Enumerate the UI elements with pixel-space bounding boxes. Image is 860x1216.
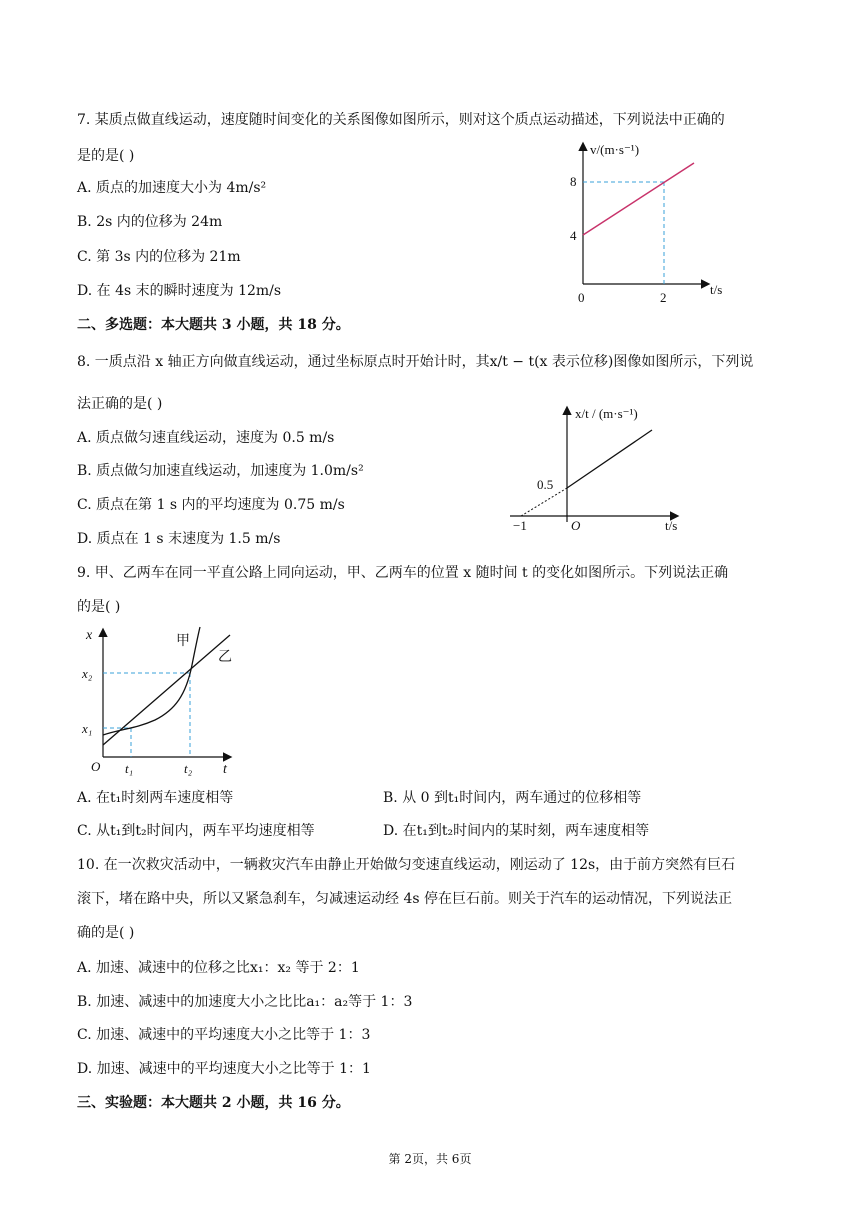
page-footer: 第 2页，共 6页 [388,1152,472,1166]
q7-tick-2: 2 [660,290,667,305]
q9-stem-line2: 的是( ) [77,599,121,615]
q7-stem-line2: 是的是( ) [77,148,135,164]
q8-y-axis-label: x/t / (m·s⁻¹) [575,406,638,421]
q10-stem-line2: 滚下，堵在路中央，所以又紧急刹车，匀减速运动经 4s 停在巨石前。则关于汽车的运动情况，下列说法正 [77,891,732,907]
section-3-heading: 三、实验题：本大题共 2 小题，共 16 分。 [77,1095,350,1111]
q7-option-a: A. 质点的加速度大小为 4m/s² [77,180,267,196]
q9-option-a: A. 在t₁时刻两车速度相等 [77,790,234,806]
q7-option-d: D. 在 4s 末的瞬时速度为 12m/s [77,283,282,299]
q8-tick-0-5: 0.5 [537,477,554,492]
section-2-heading: 二、多选题：本大题共 3 小题，共 18 分。 [77,317,350,333]
q9-position-time-graph [80,625,250,775]
q9-option-c: C. 从t₁到t₂时间内，两车平均速度相等 [77,823,315,839]
q9-line-yi [103,635,230,745]
q8-stem-line1: 8. 一质点沿 x 轴正方向做直线运动，通过坐标原点时开始计时，其x/t − t(x 表示位移)图像如图所示，下列说 [77,354,754,370]
q8-option-a: A. 质点做匀速直线运动，速度为 0.5 m/s [77,430,335,446]
q7-velocity-line [583,163,694,235]
q8-x-over-t-graph [505,400,705,540]
q9-y-axis-label: x [86,628,93,643]
q10-stem-line3: 确的是( ) [77,925,135,941]
q8-dotted-extension [521,488,567,516]
q10-option-a: A. 加速、减速中的位移之比x₁：x₂ 等于 2：1 [77,960,360,976]
q8-origin: O [571,518,581,533]
q7-stem-line1: 7. 某质点做直线运动，速度随时间变化的关系图像如图所示，则对这个质点运动描述，下列说法中正确的 [77,112,725,128]
q9-stem-line1: 9. 甲、乙两车在同一平直公路上同向运动，甲、乙两车的位置 x 随时间 t 的变化如图所示。下列说法正确 [77,565,729,581]
q9-tick-x2: x₂ [82,666,93,681]
q7-velocity-time-graph [560,136,730,306]
q8-stem-line2: 法正确的是( ) [77,396,163,412]
q8-option-c: C. 质点在第 1 s 内的平均速度为 0.75 m/s [77,497,345,513]
q7-x-axis-label: t/s [710,282,723,297]
q9-label-jia: 甲 [176,634,190,649]
q8-x-axis-label: t/s [665,518,678,533]
q9-x-axis-label: t [223,762,227,777]
q7-y-axis-label: v/(m·s⁻¹) [590,142,640,157]
q10-option-d: D. 加速、减速中的平均速度大小之比等于 1：1 [77,1061,371,1077]
q8-option-d: D. 质点在 1 s 末速度为 1.5 m/s [77,531,281,547]
q9-label-yi: 乙 [218,650,232,665]
q10-option-c: C. 加速、减速中的平均速度大小之比等于 1：3 [77,1027,371,1043]
q7-tick-4: 4 [570,228,577,243]
q7-option-b: B. 2s 内的位移为 24m [77,214,223,230]
q9-origin: O [91,759,101,774]
q7-option-c: C. 第 3s 内的位移为 21m [77,249,241,265]
q9-tick-t2: t₂ [184,761,193,776]
q8-line [567,430,652,488]
q10-option-b: B. 加速、减速中的加速度大小之比比a₁：a₂等于 1：3 [77,994,413,1010]
q7-origin: 0 [578,290,585,305]
q8-tick-neg1: −1 [513,518,527,533]
q9-tick-t1: t₁ [125,761,134,776]
q9-option-b: B. 从 0 到t₁时间内，两车通过的位移相等 [383,790,642,806]
q8-option-b: B. 质点做匀加速直线运动，加速度为 1.0m/s² [77,463,364,479]
q9-option-d: D. 在t₁到t₂时间内的某时刻，两车速度相等 [383,823,650,839]
q7-tick-8: 8 [570,174,577,189]
q9-tick-x1: x₁ [82,721,93,736]
q10-stem-line1: 10. 在一次救灾活动中，一辆救灾汽车由静止开始做匀变速直线运动，刚运动了 12s，由于前方突然有巨石 [77,857,736,873]
